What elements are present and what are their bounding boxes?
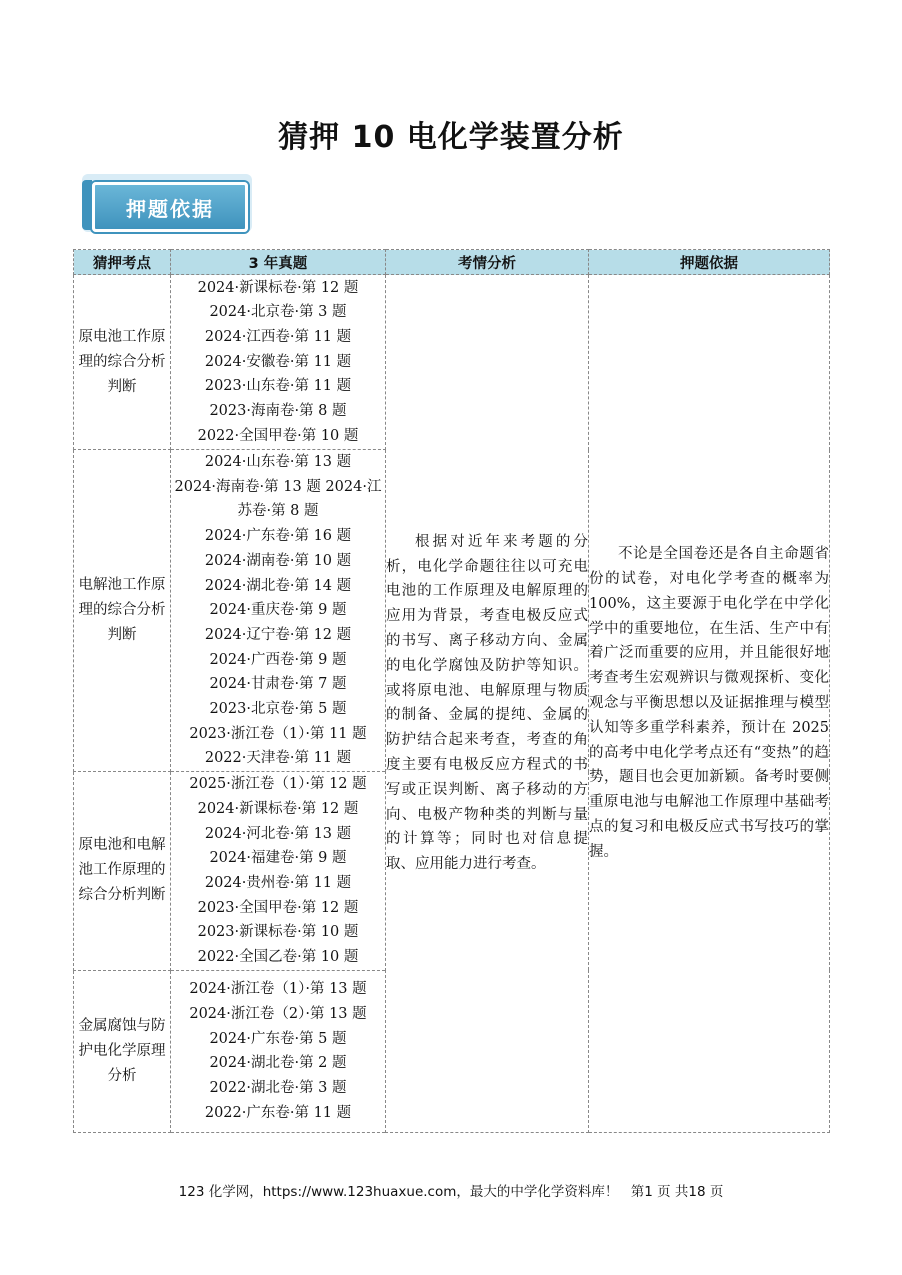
exam-item: 2024·重庆卷·第 9 题 bbox=[209, 602, 347, 619]
exam-item: 2024·广东卷·第 5 题 bbox=[209, 1030, 347, 1047]
exam-item: 2024·贵州卷·第 11 题 bbox=[204, 874, 352, 891]
exam-item: 2023·海南卷·第 8 题 bbox=[209, 403, 347, 420]
page-footer bbox=[0, 1180, 902, 1200]
banner-tab bbox=[82, 180, 92, 230]
exam-item: 2024·广西卷·第 9 题 bbox=[209, 651, 347, 668]
banner-label: 押题依据 bbox=[92, 182, 248, 232]
exam-item: 2022·广东卷·第 11 题 bbox=[204, 1104, 352, 1121]
exam-item: 苏卷·第 8 题 bbox=[237, 503, 319, 520]
exam-item: 2024·浙江卷（2）·第 13 题 bbox=[189, 1005, 367, 1022]
exam-item: 2024·北京卷·第 3 题 bbox=[209, 304, 347, 321]
footer-site: 123 化学网，https://www.123huaxue.com，最大的中学化学资料库！ bbox=[178, 1184, 619, 1200]
exam-item: 2023·全国甲卷·第 12 题 bbox=[197, 899, 359, 916]
exam-item: 2024·新课标卷·第 12 题 bbox=[197, 279, 359, 296]
header-topic: 猜押考点 bbox=[74, 250, 171, 275]
exam-item: 2024·广东卷·第 16 题 bbox=[204, 528, 352, 545]
topic-cell: 原电池和电解池工作原理的综合分析判断 bbox=[74, 772, 171, 971]
exam-item: 2024·福建卷·第 9 题 bbox=[209, 850, 347, 867]
table-row bbox=[74, 275, 830, 450]
page-title: 猜押 10 电化学装置分析 bbox=[278, 120, 624, 155]
exam-item: 2023·北京卷·第 5 题 bbox=[209, 701, 347, 718]
exams-cell bbox=[171, 772, 386, 971]
basis-cell: 不论是全国卷还是各自主命题省份的试卷，对电化学考查的概率为 100%，这主要源于电化学在中学化学中的重要地位，在生活、生产中有着广泛而重要的应用，并且能很好地考查考生宏观辨识与微观探析、变化观念与平衡思想以及证据推理与模型认知等多重学科素养，预计在 2025 的高考中电化学考点还有“变热”的趋势，题目也会更加新颖。备考时要侧重原电池与电解池工作原理中基础考点的复习和电极反应式书写技巧的掌握。 bbox=[589, 275, 830, 1133]
exam-item: 2024·河北卷·第 13 题 bbox=[204, 825, 352, 842]
exam-item: 2022·天津卷·第 11 题 bbox=[204, 750, 352, 767]
exam-item: 2024·浙江卷（1）·第 13 题 bbox=[189, 981, 367, 998]
exam-item: 2024·湖北卷·第 14 题 bbox=[204, 577, 352, 594]
exam-item: 2024·海南卷·第 13 题 2024·江 bbox=[174, 478, 382, 495]
exam-item: 2024·山东卷·第 13 题 bbox=[204, 454, 352, 470]
exam-item: 2023·新课标卷·第 10 题 bbox=[197, 924, 359, 941]
analysis-cell: 根据对近年来考题的分析，电化学命题往往以可充电电池的工作原理及电解原理的应用为背景，考查电极反应式的书写、离子移动方向、金属的电化学腐蚀及防护等知识。或将原电池、电解原理与物质的制备、金属的提纯、金属的防护结合起来考查，考查的角度主要有电极反应方程式的书写或正误判断、离子移动的方向、电极产物种类的判断与量的计算等；同时也对信息提取、应用能力进行考查。 bbox=[386, 275, 589, 1133]
exam-item: 2024·安徽卷·第 11 题 bbox=[204, 353, 352, 370]
exam-item: 2023·山东卷·第 11 题 bbox=[204, 378, 352, 395]
exam-item: 2022·湖北卷·第 3 题 bbox=[209, 1079, 347, 1096]
exam-item: 2025·浙江卷（1）·第 12 题 bbox=[189, 776, 367, 793]
exam-item: 2024·湖北卷·第 2 题 bbox=[209, 1055, 347, 1072]
exam-item: 2024·湖南卷·第 10 题 bbox=[204, 552, 352, 569]
topic-cell: 电解池工作原理的综合分析判断 bbox=[74, 450, 171, 772]
exams-cell bbox=[171, 450, 386, 772]
exam-table bbox=[73, 249, 830, 1133]
exam-item: 2024·新课标卷·第 12 题 bbox=[197, 800, 359, 817]
exams-cell bbox=[171, 275, 386, 450]
header-basis: 押题依据 bbox=[589, 250, 830, 275]
topic-cell: 原电池工作原理的综合分析判断 bbox=[74, 275, 171, 450]
header-analysis: 考情分析 bbox=[386, 250, 589, 275]
exam-item: 2022·全国甲卷·第 10 题 bbox=[197, 427, 359, 444]
exam-item: 2024·江西卷·第 11 题 bbox=[204, 328, 352, 345]
table-header-row bbox=[74, 250, 830, 275]
exams-cell bbox=[171, 970, 386, 1132]
header-exams: 3 年真题 bbox=[171, 250, 386, 275]
exam-item: 2023·浙江卷（1）·第 11 题 bbox=[189, 725, 367, 742]
exam-item: 2024·甘肃卷·第 7 题 bbox=[209, 676, 347, 693]
section-banner bbox=[82, 174, 254, 236]
footer-page-number: 第1 页 共18 页 bbox=[630, 1184, 724, 1200]
exam-item: 2024·辽宁卷·第 12 题 bbox=[204, 626, 352, 643]
topic-cell: 金属腐蚀与防护电化学原理分析 bbox=[74, 970, 171, 1132]
exam-item: 2022·全国乙卷·第 10 题 bbox=[197, 949, 359, 966]
